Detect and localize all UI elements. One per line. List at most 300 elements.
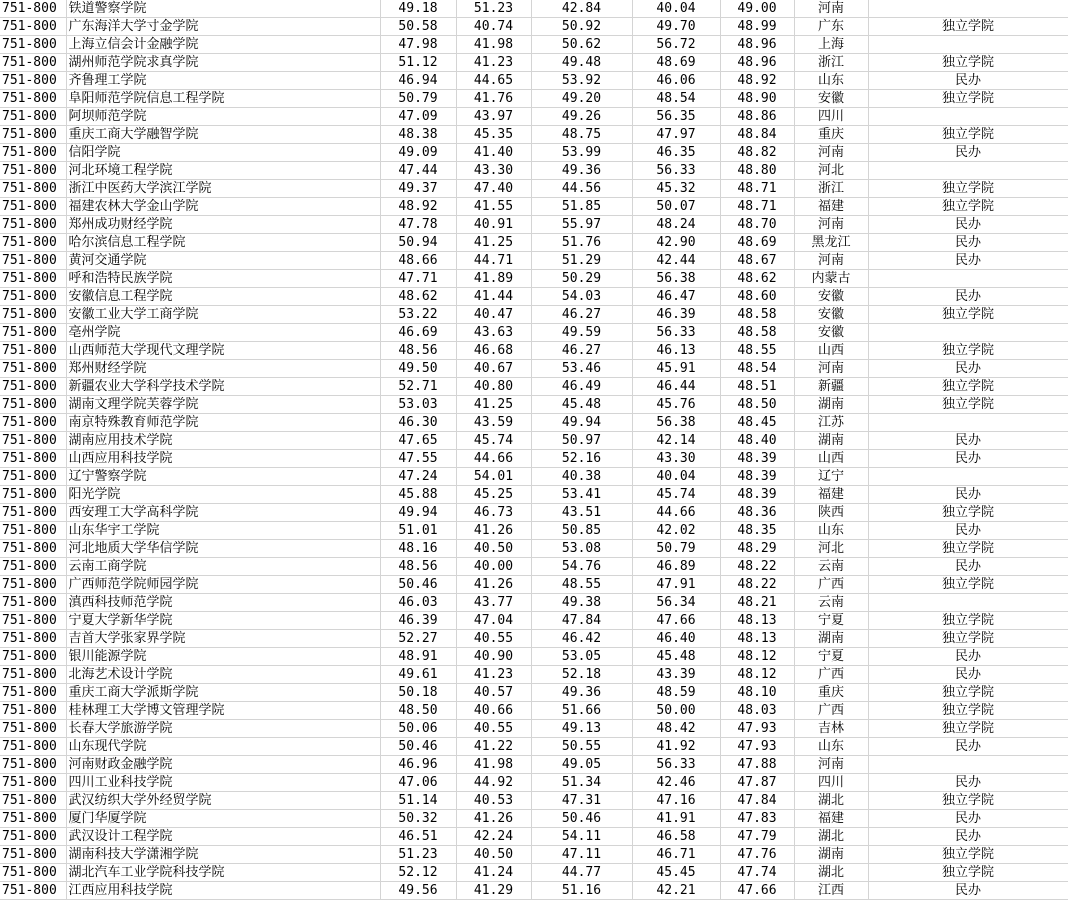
school-name-cell[interactable]: 重庆工商大学融智学院: [66, 126, 380, 144]
total-score-cell[interactable]: 48.13: [720, 630, 794, 648]
rank-cell[interactable]: 751-800: [0, 234, 66, 252]
score-3-cell[interactable]: 49.26: [531, 108, 632, 126]
score-3-cell[interactable]: 48.75: [531, 126, 632, 144]
score-1-cell[interactable]: 46.51: [380, 828, 456, 846]
province-cell[interactable]: 河北: [794, 162, 868, 180]
rank-cell[interactable]: 751-800: [0, 108, 66, 126]
score-1-cell[interactable]: 49.94: [380, 504, 456, 522]
score-4-cell[interactable]: 42.21: [632, 882, 720, 900]
score-1-cell[interactable]: 50.46: [380, 738, 456, 756]
school-name-cell[interactable]: 信阳学院: [66, 144, 380, 162]
rank-cell[interactable]: 751-800: [0, 378, 66, 396]
rank-cell[interactable]: 751-800: [0, 18, 66, 36]
total-score-cell[interactable]: 48.39: [720, 468, 794, 486]
score-4-cell[interactable]: 45.91: [632, 360, 720, 378]
province-cell[interactable]: 安徽: [794, 324, 868, 342]
province-cell[interactable]: 内蒙古: [794, 270, 868, 288]
total-score-cell[interactable]: 47.87: [720, 774, 794, 792]
rank-cell[interactable]: 751-800: [0, 144, 66, 162]
province-cell[interactable]: 广西: [794, 702, 868, 720]
province-cell[interactable]: 吉林: [794, 720, 868, 738]
score-1-cell[interactable]: 47.44: [380, 162, 456, 180]
score-1-cell[interactable]: 49.61: [380, 666, 456, 684]
score-2-cell[interactable]: 44.66: [456, 450, 531, 468]
score-2-cell[interactable]: 43.30: [456, 162, 531, 180]
score-2-cell[interactable]: 40.80: [456, 378, 531, 396]
province-cell[interactable]: 山西: [794, 450, 868, 468]
total-score-cell[interactable]: 48.71: [720, 180, 794, 198]
score-1-cell[interactable]: 51.23: [380, 846, 456, 864]
total-score-cell[interactable]: 48.96: [720, 36, 794, 54]
school-type-cell[interactable]: 民办: [868, 648, 1068, 666]
rank-cell[interactable]: 751-800: [0, 756, 66, 774]
total-score-cell[interactable]: 48.58: [720, 306, 794, 324]
score-2-cell[interactable]: 42.24: [456, 828, 531, 846]
province-cell[interactable]: 河南: [794, 216, 868, 234]
score-2-cell[interactable]: 41.25: [456, 396, 531, 414]
score-2-cell[interactable]: 40.53: [456, 792, 531, 810]
province-cell[interactable]: 云南: [794, 594, 868, 612]
score-4-cell[interactable]: 41.92: [632, 738, 720, 756]
score-2-cell[interactable]: 40.57: [456, 684, 531, 702]
score-1-cell[interactable]: 46.94: [380, 72, 456, 90]
rank-cell[interactable]: 751-800: [0, 216, 66, 234]
score-2-cell[interactable]: 41.26: [456, 576, 531, 594]
school-name-cell[interactable]: 桂林理工大学博文管理学院: [66, 702, 380, 720]
score-4-cell[interactable]: 46.47: [632, 288, 720, 306]
score-4-cell[interactable]: 56.34: [632, 594, 720, 612]
school-type-cell[interactable]: 独立学院: [868, 630, 1068, 648]
score-2-cell[interactable]: 41.55: [456, 198, 531, 216]
rank-cell[interactable]: 751-800: [0, 864, 66, 882]
rank-cell[interactable]: 751-800: [0, 774, 66, 792]
score-3-cell[interactable]: 40.38: [531, 468, 632, 486]
score-4-cell[interactable]: 48.42: [632, 720, 720, 738]
school-name-cell[interactable]: 湖南科技大学潇湘学院: [66, 846, 380, 864]
score-2-cell[interactable]: 40.74: [456, 18, 531, 36]
province-cell[interactable]: 四川: [794, 108, 868, 126]
score-4-cell[interactable]: 45.48: [632, 648, 720, 666]
score-1-cell[interactable]: 53.03: [380, 396, 456, 414]
score-3-cell[interactable]: 52.16: [531, 450, 632, 468]
score-1-cell[interactable]: 50.94: [380, 234, 456, 252]
score-3-cell[interactable]: 51.29: [531, 252, 632, 270]
score-2-cell[interactable]: 46.68: [456, 342, 531, 360]
score-1-cell[interactable]: 52.71: [380, 378, 456, 396]
score-4-cell[interactable]: 47.16: [632, 792, 720, 810]
total-score-cell[interactable]: 48.12: [720, 648, 794, 666]
school-name-cell[interactable]: 四川工业科技学院: [66, 774, 380, 792]
school-name-cell[interactable]: 广东海洋大学寸金学院: [66, 18, 380, 36]
province-cell[interactable]: 湖南: [794, 396, 868, 414]
score-4-cell[interactable]: 42.14: [632, 432, 720, 450]
province-cell[interactable]: 山西: [794, 342, 868, 360]
score-3-cell[interactable]: 53.41: [531, 486, 632, 504]
score-3-cell[interactable]: 50.92: [531, 18, 632, 36]
rank-cell[interactable]: 751-800: [0, 504, 66, 522]
rank-cell[interactable]: 751-800: [0, 828, 66, 846]
province-cell[interactable]: 广东: [794, 18, 868, 36]
rank-cell[interactable]: 751-800: [0, 54, 66, 72]
score-3-cell[interactable]: 46.42: [531, 630, 632, 648]
score-3-cell[interactable]: 46.49: [531, 378, 632, 396]
school-type-cell[interactable]: [868, 756, 1068, 774]
province-cell[interactable]: 河南: [794, 0, 868, 18]
school-type-cell[interactable]: 民办: [868, 522, 1068, 540]
score-1-cell[interactable]: 52.27: [380, 630, 456, 648]
score-3-cell[interactable]: 46.27: [531, 342, 632, 360]
school-name-cell[interactable]: 河南财政金融学院: [66, 756, 380, 774]
score-4-cell[interactable]: 56.33: [632, 162, 720, 180]
score-3-cell[interactable]: 49.36: [531, 162, 632, 180]
score-4-cell[interactable]: 56.38: [632, 270, 720, 288]
score-1-cell[interactable]: 50.58: [380, 18, 456, 36]
school-name-cell[interactable]: 齐鲁理工学院: [66, 72, 380, 90]
score-2-cell[interactable]: 40.50: [456, 540, 531, 558]
score-4-cell[interactable]: 40.04: [632, 468, 720, 486]
score-1-cell[interactable]: 50.79: [380, 90, 456, 108]
score-1-cell[interactable]: 49.50: [380, 360, 456, 378]
province-cell[interactable]: 陕西: [794, 504, 868, 522]
province-cell[interactable]: 河南: [794, 252, 868, 270]
rank-cell[interactable]: 751-800: [0, 522, 66, 540]
score-1-cell[interactable]: 47.09: [380, 108, 456, 126]
score-2-cell[interactable]: 40.55: [456, 720, 531, 738]
total-score-cell[interactable]: 47.88: [720, 756, 794, 774]
total-score-cell[interactable]: 48.51: [720, 378, 794, 396]
score-3-cell[interactable]: 53.46: [531, 360, 632, 378]
school-type-cell[interactable]: 独立学院: [868, 342, 1068, 360]
school-name-cell[interactable]: 郑州财经学院: [66, 360, 380, 378]
school-name-cell[interactable]: 哈尔滨信息工程学院: [66, 234, 380, 252]
school-type-cell[interactable]: 民办: [868, 774, 1068, 792]
score-2-cell[interactable]: 45.74: [456, 432, 531, 450]
score-2-cell[interactable]: 41.98: [456, 756, 531, 774]
total-score-cell[interactable]: 48.71: [720, 198, 794, 216]
score-4-cell[interactable]: 47.91: [632, 576, 720, 594]
score-4-cell[interactable]: 46.06: [632, 72, 720, 90]
school-name-cell[interactable]: 阿坝师范学院: [66, 108, 380, 126]
score-3-cell[interactable]: 51.66: [531, 702, 632, 720]
school-type-cell[interactable]: [868, 468, 1068, 486]
school-type-cell[interactable]: 民办: [868, 234, 1068, 252]
school-type-cell[interactable]: 独立学院: [868, 846, 1068, 864]
score-1-cell[interactable]: 47.78: [380, 216, 456, 234]
province-cell[interactable]: 宁夏: [794, 612, 868, 630]
score-4-cell[interactable]: 50.00: [632, 702, 720, 720]
score-2-cell[interactable]: 46.73: [456, 504, 531, 522]
province-cell[interactable]: 河南: [794, 756, 868, 774]
total-score-cell[interactable]: 48.58: [720, 324, 794, 342]
score-3-cell[interactable]: 44.77: [531, 864, 632, 882]
score-4-cell[interactable]: 56.72: [632, 36, 720, 54]
score-3-cell[interactable]: 47.11: [531, 846, 632, 864]
score-4-cell[interactable]: 46.39: [632, 306, 720, 324]
province-cell[interactable]: 湖南: [794, 432, 868, 450]
score-3-cell[interactable]: 52.18: [531, 666, 632, 684]
score-1-cell[interactable]: 48.50: [380, 702, 456, 720]
total-score-cell[interactable]: 48.35: [720, 522, 794, 540]
score-4-cell[interactable]: 48.69: [632, 54, 720, 72]
rank-cell[interactable]: 751-800: [0, 126, 66, 144]
score-4-cell[interactable]: 47.66: [632, 612, 720, 630]
score-1-cell[interactable]: 49.56: [380, 882, 456, 900]
score-2-cell[interactable]: 47.40: [456, 180, 531, 198]
school-type-cell[interactable]: 民办: [868, 72, 1068, 90]
school-name-cell[interactable]: 宁夏大学新华学院: [66, 612, 380, 630]
school-type-cell[interactable]: 民办: [868, 450, 1068, 468]
score-3-cell[interactable]: 55.97: [531, 216, 632, 234]
total-score-cell[interactable]: 48.50: [720, 396, 794, 414]
score-3-cell[interactable]: 49.13: [531, 720, 632, 738]
school-type-cell[interactable]: 民办: [868, 666, 1068, 684]
score-2-cell[interactable]: 41.26: [456, 522, 531, 540]
score-3-cell[interactable]: 53.05: [531, 648, 632, 666]
school-name-cell[interactable]: 福建农林大学金山学院: [66, 198, 380, 216]
score-2-cell[interactable]: 54.01: [456, 468, 531, 486]
province-cell[interactable]: 安徽: [794, 306, 868, 324]
score-2-cell[interactable]: 40.67: [456, 360, 531, 378]
score-3-cell[interactable]: 54.76: [531, 558, 632, 576]
score-4-cell[interactable]: 48.59: [632, 684, 720, 702]
total-score-cell[interactable]: 47.66: [720, 882, 794, 900]
province-cell[interactable]: 湖北: [794, 792, 868, 810]
rank-cell[interactable]: 751-800: [0, 36, 66, 54]
score-1-cell[interactable]: 48.91: [380, 648, 456, 666]
rank-cell[interactable]: 751-800: [0, 576, 66, 594]
school-name-cell[interactable]: 阳光学院: [66, 486, 380, 504]
score-3-cell[interactable]: 54.03: [531, 288, 632, 306]
score-3-cell[interactable]: 51.34: [531, 774, 632, 792]
total-score-cell[interactable]: 48.55: [720, 342, 794, 360]
score-4-cell[interactable]: 56.38: [632, 414, 720, 432]
school-type-cell[interactable]: 独立学院: [868, 702, 1068, 720]
total-score-cell[interactable]: 48.96: [720, 54, 794, 72]
score-1-cell[interactable]: 47.55: [380, 450, 456, 468]
score-4-cell[interactable]: 46.44: [632, 378, 720, 396]
province-cell[interactable]: 河北: [794, 540, 868, 558]
total-score-cell[interactable]: 48.40: [720, 432, 794, 450]
rank-cell[interactable]: 751-800: [0, 360, 66, 378]
score-3-cell[interactable]: 51.16: [531, 882, 632, 900]
rank-cell[interactable]: 751-800: [0, 306, 66, 324]
score-4-cell[interactable]: 48.24: [632, 216, 720, 234]
total-score-cell[interactable]: 47.93: [720, 720, 794, 738]
score-1-cell[interactable]: 50.18: [380, 684, 456, 702]
total-score-cell[interactable]: 48.39: [720, 450, 794, 468]
score-1-cell[interactable]: 48.66: [380, 252, 456, 270]
score-2-cell[interactable]: 41.98: [456, 36, 531, 54]
province-cell[interactable]: 浙江: [794, 54, 868, 72]
score-1-cell[interactable]: 48.16: [380, 540, 456, 558]
score-3-cell[interactable]: 50.29: [531, 270, 632, 288]
score-3-cell[interactable]: 50.62: [531, 36, 632, 54]
school-name-cell[interactable]: 黄河交通学院: [66, 252, 380, 270]
score-2-cell[interactable]: 41.25: [456, 234, 531, 252]
score-1-cell[interactable]: 47.06: [380, 774, 456, 792]
province-cell[interactable]: 宁夏: [794, 648, 868, 666]
score-3-cell[interactable]: 50.97: [531, 432, 632, 450]
score-2-cell[interactable]: 40.55: [456, 630, 531, 648]
province-cell[interactable]: 湖北: [794, 864, 868, 882]
province-cell[interactable]: 云南: [794, 558, 868, 576]
rank-cell[interactable]: 751-800: [0, 252, 66, 270]
school-type-cell[interactable]: 民办: [868, 558, 1068, 576]
rank-cell[interactable]: 751-800: [0, 666, 66, 684]
rank-cell[interactable]: 751-800: [0, 684, 66, 702]
score-1-cell[interactable]: 45.88: [380, 486, 456, 504]
school-type-cell[interactable]: 独立学院: [868, 378, 1068, 396]
rank-cell[interactable]: 751-800: [0, 612, 66, 630]
school-type-cell[interactable]: 独立学院: [868, 540, 1068, 558]
score-4-cell[interactable]: 50.79: [632, 540, 720, 558]
rank-cell[interactable]: 751-800: [0, 558, 66, 576]
score-3-cell[interactable]: 45.48: [531, 396, 632, 414]
school-name-cell[interactable]: 银川能源学院: [66, 648, 380, 666]
score-1-cell[interactable]: 52.12: [380, 864, 456, 882]
total-score-cell[interactable]: 48.60: [720, 288, 794, 306]
total-score-cell[interactable]: 49.00: [720, 0, 794, 18]
score-3-cell[interactable]: 54.11: [531, 828, 632, 846]
school-name-cell[interactable]: 铁道警察学院: [66, 0, 380, 18]
total-score-cell[interactable]: 48.62: [720, 270, 794, 288]
province-cell[interactable]: 江苏: [794, 414, 868, 432]
school-type-cell[interactable]: 独立学院: [868, 684, 1068, 702]
score-1-cell[interactable]: 51.01: [380, 522, 456, 540]
score-1-cell[interactable]: 51.12: [380, 54, 456, 72]
rank-cell[interactable]: 751-800: [0, 846, 66, 864]
rank-cell[interactable]: 751-800: [0, 810, 66, 828]
rank-cell[interactable]: 751-800: [0, 450, 66, 468]
province-cell[interactable]: 福建: [794, 198, 868, 216]
school-name-cell[interactable]: 呼和浩特民族学院: [66, 270, 380, 288]
school-type-cell[interactable]: 民办: [868, 360, 1068, 378]
score-4-cell[interactable]: 43.39: [632, 666, 720, 684]
total-score-cell[interactable]: 48.22: [720, 576, 794, 594]
score-4-cell[interactable]: 46.89: [632, 558, 720, 576]
score-2-cell[interactable]: 40.47: [456, 306, 531, 324]
province-cell[interactable]: 广西: [794, 576, 868, 594]
school-type-cell[interactable]: [868, 0, 1068, 18]
province-cell[interactable]: 重庆: [794, 126, 868, 144]
score-2-cell[interactable]: 40.00: [456, 558, 531, 576]
rank-cell[interactable]: 751-800: [0, 882, 66, 900]
province-cell[interactable]: 上海: [794, 36, 868, 54]
school-type-cell[interactable]: 民办: [868, 252, 1068, 270]
school-type-cell[interactable]: [868, 108, 1068, 126]
score-2-cell[interactable]: 40.90: [456, 648, 531, 666]
rank-cell[interactable]: 751-800: [0, 180, 66, 198]
school-type-cell[interactable]: 民办: [868, 486, 1068, 504]
score-1-cell[interactable]: 47.24: [380, 468, 456, 486]
school-name-cell[interactable]: 西安理工大学高科学院: [66, 504, 380, 522]
total-score-cell[interactable]: 47.93: [720, 738, 794, 756]
score-1-cell[interactable]: 46.96: [380, 756, 456, 774]
province-cell[interactable]: 新疆: [794, 378, 868, 396]
score-1-cell[interactable]: 48.38: [380, 126, 456, 144]
school-name-cell[interactable]: 滇西科技师范学院: [66, 594, 380, 612]
score-3-cell[interactable]: 44.56: [531, 180, 632, 198]
score-3-cell[interactable]: 48.55: [531, 576, 632, 594]
total-score-cell[interactable]: 48.80: [720, 162, 794, 180]
rank-cell[interactable]: 751-800: [0, 738, 66, 756]
school-type-cell[interactable]: 独立学院: [868, 396, 1068, 414]
province-cell[interactable]: 河南: [794, 144, 868, 162]
score-3-cell[interactable]: 51.76: [531, 234, 632, 252]
school-name-cell[interactable]: 武汉纺织大学外经贸学院: [66, 792, 380, 810]
score-4-cell[interactable]: 56.33: [632, 756, 720, 774]
school-name-cell[interactable]: 郑州成功财经学院: [66, 216, 380, 234]
score-4-cell[interactable]: 40.04: [632, 0, 720, 18]
province-cell[interactable]: 四川: [794, 774, 868, 792]
province-cell[interactable]: 福建: [794, 486, 868, 504]
rank-cell[interactable]: 751-800: [0, 702, 66, 720]
score-2-cell[interactable]: 40.66: [456, 702, 531, 720]
score-3-cell[interactable]: 50.55: [531, 738, 632, 756]
total-score-cell[interactable]: 47.83: [720, 810, 794, 828]
total-score-cell[interactable]: 48.84: [720, 126, 794, 144]
province-cell[interactable]: 湖南: [794, 630, 868, 648]
school-type-cell[interactable]: 民办: [868, 810, 1068, 828]
score-2-cell[interactable]: 47.04: [456, 612, 531, 630]
score-3-cell[interactable]: 53.99: [531, 144, 632, 162]
score-1-cell[interactable]: 48.56: [380, 558, 456, 576]
score-2-cell[interactable]: 51.23: [456, 0, 531, 18]
school-name-cell[interactable]: 北海艺术设计学院: [66, 666, 380, 684]
total-score-cell[interactable]: 48.90: [720, 90, 794, 108]
score-2-cell[interactable]: 41.26: [456, 810, 531, 828]
school-type-cell[interactable]: 独立学院: [868, 306, 1068, 324]
school-type-cell[interactable]: 独立学院: [868, 18, 1068, 36]
school-type-cell[interactable]: 独立学院: [868, 180, 1068, 198]
school-name-cell[interactable]: 重庆工商大学派斯学院: [66, 684, 380, 702]
rank-cell[interactable]: 751-800: [0, 414, 66, 432]
total-score-cell[interactable]: 47.84: [720, 792, 794, 810]
province-cell[interactable]: 湖南: [794, 846, 868, 864]
school-name-cell[interactable]: 湖南文理学院芙蓉学院: [66, 396, 380, 414]
score-4-cell[interactable]: 42.44: [632, 252, 720, 270]
rank-cell[interactable]: 751-800: [0, 594, 66, 612]
school-type-cell[interactable]: 独立学院: [868, 54, 1068, 72]
school-name-cell[interactable]: 安徽工业大学工商学院: [66, 306, 380, 324]
score-2-cell[interactable]: 41.29: [456, 882, 531, 900]
score-3-cell[interactable]: 49.48: [531, 54, 632, 72]
score-2-cell[interactable]: 41.89: [456, 270, 531, 288]
score-1-cell[interactable]: 48.62: [380, 288, 456, 306]
total-score-cell[interactable]: 48.03: [720, 702, 794, 720]
score-2-cell[interactable]: 41.22: [456, 738, 531, 756]
score-4-cell[interactable]: 46.40: [632, 630, 720, 648]
rank-cell[interactable]: 751-800: [0, 198, 66, 216]
school-type-cell[interactable]: [868, 324, 1068, 342]
school-name-cell[interactable]: 浙江中医药大学滨江学院: [66, 180, 380, 198]
rank-cell[interactable]: 751-800: [0, 90, 66, 108]
school-type-cell[interactable]: 民办: [868, 144, 1068, 162]
school-name-cell[interactable]: 湖南应用技术学院: [66, 432, 380, 450]
score-4-cell[interactable]: 46.71: [632, 846, 720, 864]
school-name-cell[interactable]: 河北环境工程学院: [66, 162, 380, 180]
score-4-cell[interactable]: 41.91: [632, 810, 720, 828]
rank-cell[interactable]: 751-800: [0, 288, 66, 306]
score-2-cell[interactable]: 41.76: [456, 90, 531, 108]
score-2-cell[interactable]: 44.65: [456, 72, 531, 90]
school-name-cell[interactable]: 武汉设计工程学院: [66, 828, 380, 846]
score-2-cell[interactable]: 43.59: [456, 414, 531, 432]
school-type-cell[interactable]: 独立学院: [868, 90, 1068, 108]
score-2-cell[interactable]: 43.77: [456, 594, 531, 612]
province-cell[interactable]: 安徽: [794, 90, 868, 108]
total-score-cell[interactable]: 48.92: [720, 72, 794, 90]
